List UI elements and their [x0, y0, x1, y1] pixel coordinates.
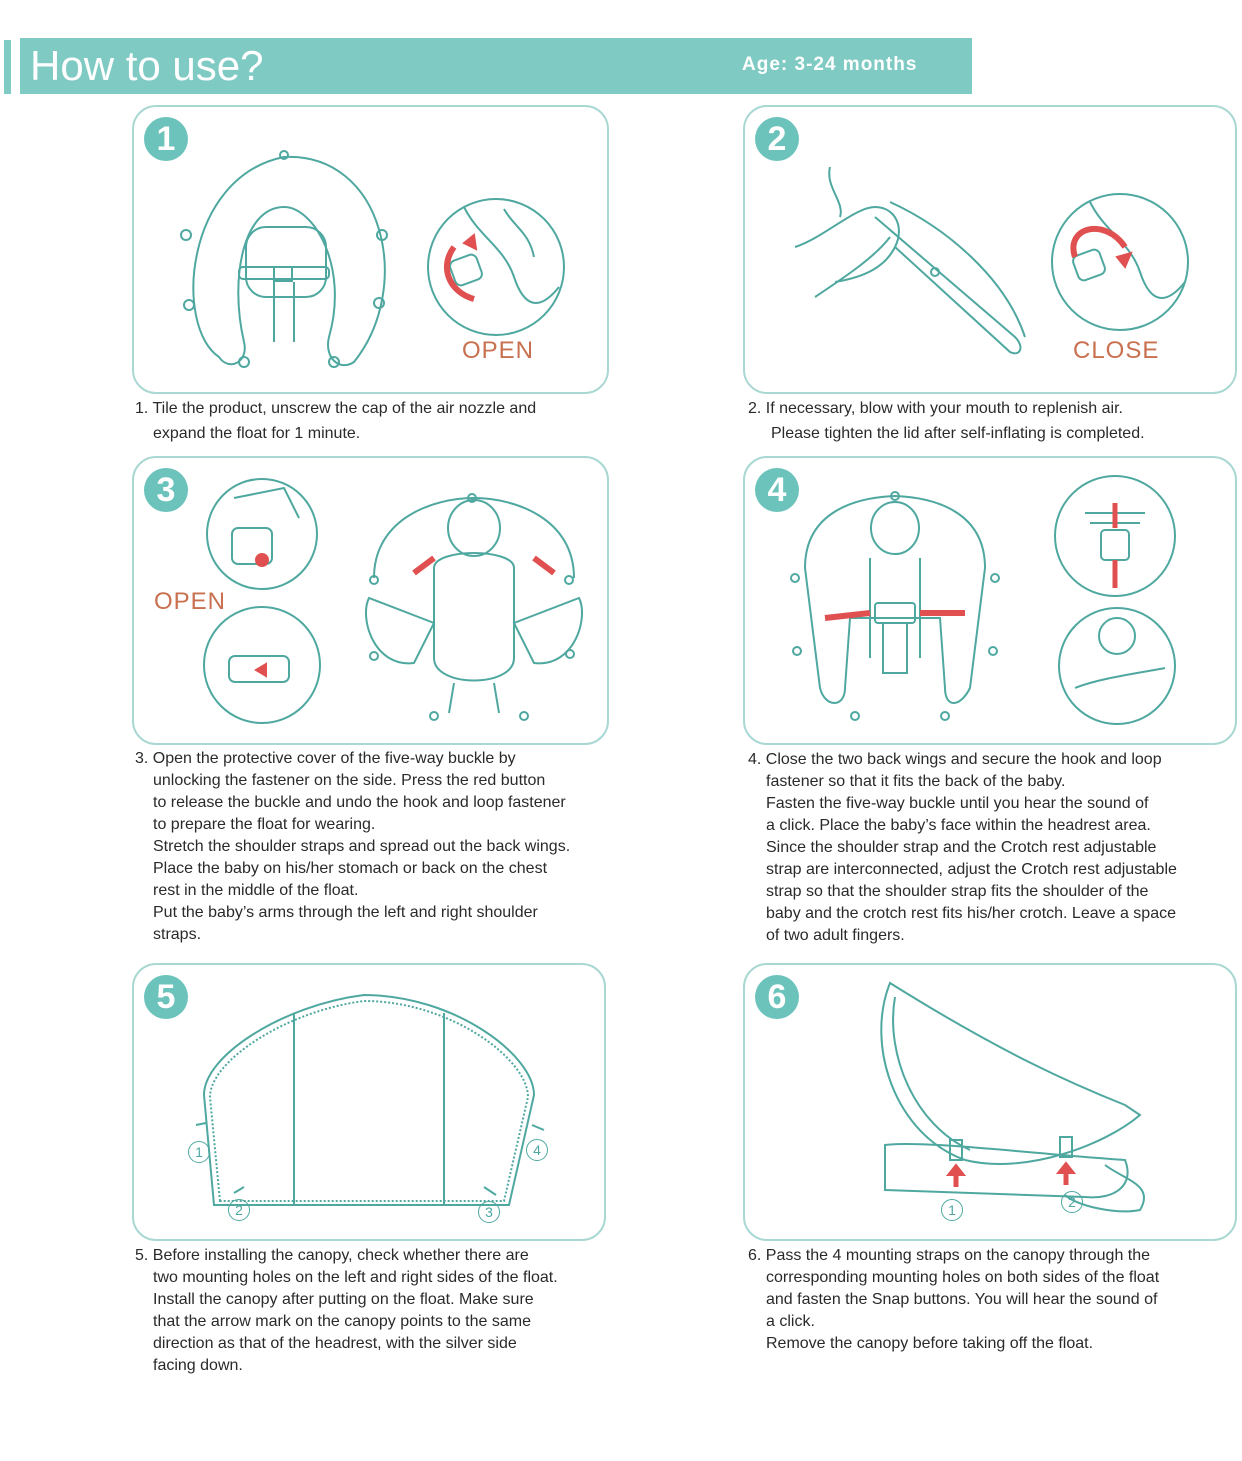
- step-1-number: 1: [144, 117, 188, 161]
- step-6-illustration: [743, 963, 1237, 1241]
- step-2-caption: 2. If necessary, blow with your mouth to replenish air. Please tighten the lid after self-inflating is completed.: [748, 400, 1145, 442]
- step-3-caption: 3. Open the protective cover of the five-way buckle by unlocking the fastener on the side. Press the red button to release the buckle and undo the hook and loop fastener to prepare the float for wearing. Stretch the shoulder straps and spread out the back wings. Place the baby on his/her stomach or back on the chest rest in the middle of the float. Put the baby’s arms through the left and right shoulder straps.: [135, 750, 571, 943]
- blowing-air-drawing: [745, 107, 1235, 392]
- header-banner: [20, 38, 972, 94]
- step-3-number: 3: [144, 468, 188, 512]
- strap-marker-1: 1: [188, 1141, 210, 1163]
- step-2-illustration: [743, 105, 1237, 394]
- strap-marker-4: 4: [526, 1139, 548, 1161]
- step-5-caption: 5. Before installing the canopy, check whether there are two mounting holes on the left and right sides of the float. Install the canopy after putting on the float. Make sure that the arrow mark on the canopy points to the same direction as that of the headrest, with the silver side facing down.: [135, 1247, 558, 1374]
- age-range: Age: 3-24 months: [742, 54, 918, 75]
- open-label: OPEN: [154, 588, 227, 615]
- step-4-caption: 4. Close the two back wings and secure the hook and loop fastener so that it fits the back of the baby. Fasten the five-way buckle until you hear the sound of a click. Place the baby’s face within the headrest area. Since the shoulder strap and the Crotch rest adjustable strap are interconnected, adjust the Crotch rest adjustable strap so that the shoulder strap fits the shoulder of the baby and the crotch rest fits his/her crotch. Leave a space of two adult fingers.: [748, 751, 1177, 944]
- step-6-number: 6: [755, 975, 799, 1019]
- strap-marker-2: 2: [228, 1199, 250, 1221]
- step-4-number: 4: [755, 468, 799, 512]
- header-accent-bar: [4, 40, 11, 94]
- step-1-illustration: [132, 105, 609, 394]
- step-1-caption: 1. Tile the product, unscrew the cap of the air nozzle and expand the float for 1 minute.: [135, 400, 537, 442]
- secure-baby-drawing: [745, 458, 1235, 743]
- page-title: How to use?: [30, 42, 264, 89]
- canopy-installed-drawing: [745, 965, 1235, 1239]
- step-6-caption: 6. Pass the 4 mounting straps on the canopy through the corresponding mounting holes on both sides of the float and fasten the Snap buttons. You will hear the sound of a click. Remove the canopy before taking off the float.: [748, 1247, 1160, 1352]
- close-label: CLOSE: [1073, 337, 1160, 364]
- canopy-flat-drawing: [134, 965, 604, 1239]
- step-4-illustration: [743, 456, 1237, 745]
- strap-marker-1: 1: [941, 1199, 963, 1221]
- step-5-illustration: [132, 963, 606, 1241]
- open-label: OPEN: [462, 337, 535, 364]
- step-2-number: 2: [755, 117, 799, 161]
- float-open-drawing: [134, 107, 607, 392]
- step-5-number: 5: [144, 975, 188, 1019]
- strap-marker-2: 2: [1061, 1191, 1083, 1213]
- step-3-illustration: [132, 456, 609, 745]
- strap-marker-3: 3: [478, 1201, 500, 1223]
